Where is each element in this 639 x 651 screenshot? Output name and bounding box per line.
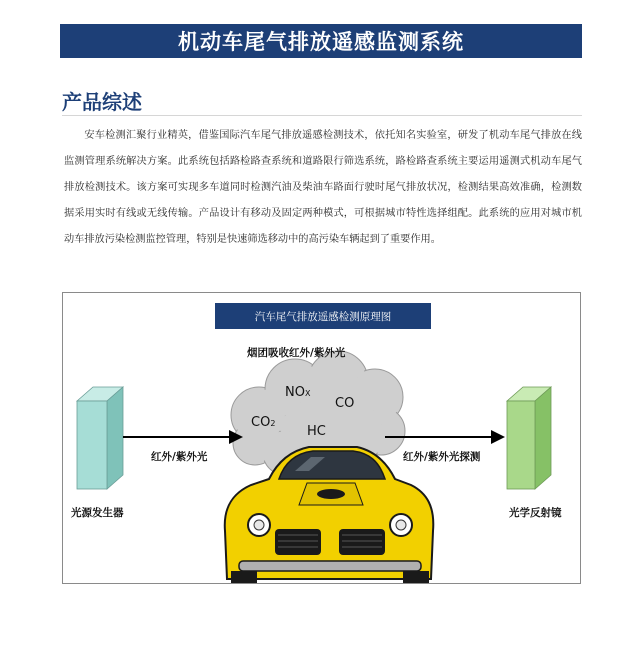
- diagram-title: [215, 303, 431, 329]
- cloud-caption: 烟团吸收红外/紫外光: [247, 347, 346, 359]
- page-banner: [60, 24, 582, 58]
- reflector-box: [507, 387, 551, 489]
- diagram-title-text: 汽车尾气排放遥感检测原理图: [254, 310, 392, 323]
- principle-diagram: [62, 292, 581, 584]
- gas-co: CO: [335, 396, 355, 411]
- section-divider: [62, 115, 582, 116]
- left-beam-arrow: [123, 430, 243, 444]
- light-source-box: [77, 387, 123, 489]
- section-heading: 产品综述: [62, 90, 142, 114]
- gas-co2: CO2: [251, 415, 276, 430]
- light-source-label: 光源发生器: [71, 507, 124, 519]
- diagram-artwork: [63, 293, 582, 585]
- overview-paragraph: 安车检测汇聚行业精英，借鉴国际汽车尾气排放遥感检测技术，依托知名实验室，研发了机动车尾气排放在线监测管理系统解决方案。此系统包括路检路查系统和道路限行筛选系统，路检路查系统主要运用遥测式机动车尾气排放检测技术。该方案可实现多车道同时检测汽油及柴油车路面行驶时尾气排放状况，检测结果高效准确，检测数据采用实时有线或无线传输。产品设计有移动及固定两种模式，可根据城市特性选择组配。此系统的应用对城市机动车排放污染检测监控管理，特别是快速筛选移动中的高污染车辆起到了重要作用。: [64, 130, 582, 245]
- car-illustration: [225, 447, 434, 583]
- reflector-label: 光学反射镜: [509, 507, 562, 519]
- left-beam-label: 红外/紫外光: [151, 451, 208, 463]
- right-beam-label: 红外/紫外光探测: [403, 451, 481, 463]
- gas-nox: NOX: [285, 385, 311, 400]
- banner-title: 机动车尾气排放遥感监测系统: [178, 30, 464, 54]
- gas-hc: HC: [307, 424, 326, 439]
